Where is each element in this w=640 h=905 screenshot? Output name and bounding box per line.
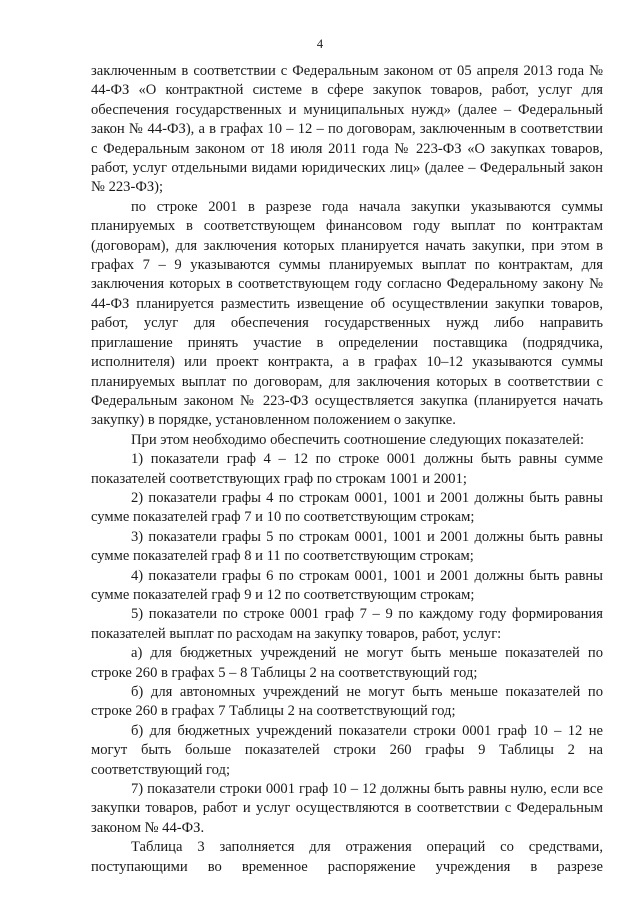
list-item-2: 2) показатели графы 4 по строкам 0001, 1001 и 2001 должны быть равны сумме показателей граф 7 и 10 по соответствующим строкам;	[91, 489, 603, 526]
paragraph-ratio-intro: При этом необходимо обеспечить соотношение следующих показателей:	[131, 431, 585, 448]
page-number: 4	[316, 37, 324, 51]
list-item-4: 4) показатели графы 6 по строкам 0001, 1001 и 2001 должны быть равны сумме показателей граф 9 и 12 по соответствующим строкам;	[91, 567, 603, 603]
paragraph-table-3: Таблица 3 заполняется для отражения операций со средствами, поступающими во временное распоряжение учреждения в разрезе	[91, 839, 603, 875]
sub-item-a: а) для бюджетных учреждений не могут быть меньше показателей по строке 260 в графах 5 – 8 Таблицы 2 на соответствующий год;	[91, 645, 603, 681]
list-item-6: б) для бюджетных учреждений показатели строки 0001 граф 10 – 12 не могут быть больше показателей строки 260 графы 9 Таблицы 2 на соответствующий год;	[91, 722, 603, 778]
sub-item-b: б) для автономных учреждений не могут быть меньше показателей по строке 260 в графах 7 Таблицы 2 на соответствующий год;	[91, 684, 603, 720]
list-item-7: 7) показатели строки 0001 граф 10 – 12 должны быть равны нулю, если все закупки товаров, работ и услуг осуществляются в соответствии с Федеральным законом № 44-ФЗ.	[91, 781, 603, 836]
list-item-5: 5) показатели по строке 0001 граф 7 – 9 по каждому году формирования показателей выплат по расходам на закупку товаров, работ, услуг:	[91, 606, 603, 642]
paragraph-law-references: заключенным в соответствии с Федеральным законом от 05 апреля 2013 года № 44-ФЗ «О контрактной системе в сфере закупок товаров, работ, услуг для обеспечения государственных и муниципальных нужд» (далее – Федеральный закон № 44-ФЗ), а в графах 10 – 12 – по договорам, заключенным в соответствии с Федеральным законом от 18 июля 2011 года № 223-ФЗ «О закупках товаров, работ, услуг отдельными видами юридических лиц» (далее – Федеральный закон № 223-ФЗ);	[91, 63, 603, 196]
list-item-1: 1) показатели граф 4 – 12 по строке 0001 должны быть равны сумме показателей соответствующих граф по строкам 1001 и 2001;	[91, 451, 603, 487]
document-body	[91, 62, 603, 877]
paragraph-line-2001: по строке 2001 в разрезе года начала закупки указываются суммы планируемых в соответствующем финансовом году выплат по контрактам (договорам), для заключения которых планируется начать закупки, при этом в графах 7 – 9 указываются суммы планируемых выплат по контрактам, для заключения которых в соответствующем году согласно Федеральному закону № 44-ФЗ планируется разместить извещение об осуществлении закупки товаров, работ, услуг для обеспечения государственных нужд либо направить приглашение принять участие в определении поставщика (подрядчика, исполнителя) или проект контракта, а в графах 10–12 указываются суммы планируемых выплат по договорам, для заключения которых в соответствии с Федеральным законом № 223-ФЗ осуществляется закупка (планируется начать закупку) в порядке, установленном положением о закупке.	[91, 198, 603, 429]
list-item-3: 3) показатели графы 5 по строкам 0001, 1001 и 2001 должны быть равны сумме показателей граф 8 и 11 по соответствующим строкам;	[91, 528, 603, 565]
